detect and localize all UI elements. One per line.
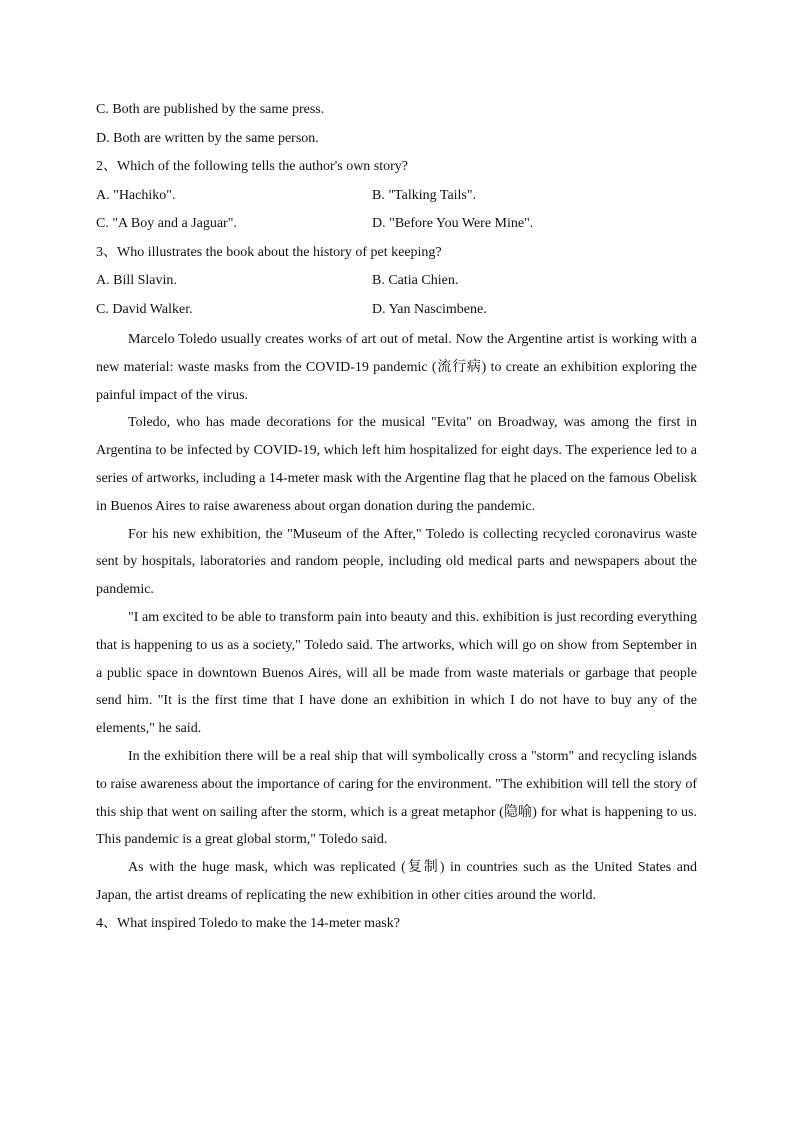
q2-question: 2、Which of the following tells the author's own story? (96, 159, 409, 174)
q3-question: 3、Who illustrates the book about the history of pet keeping? (96, 244, 442, 260)
document-page (96, 96, 697, 938)
q3-options-row-2 (96, 296, 697, 325)
q4-question: 4、What inspired Toledo to make the 14-meter mask? (96, 915, 400, 931)
q2-option-a: A. "Hachiko". (96, 187, 176, 203)
q3-option-d: D. Yan Nascimbene. (372, 301, 487, 317)
q1-option-d: D. Both are written by the same person. (96, 130, 319, 146)
passage-paragraph-5: In the exhibition there will be a real ship that will symbolically cross a "storm" and recycling islands to raise awareness about the importance of caring for the environment. "The exhibition will tell the story of this ship that went on sailing after the storm, which is a great metaphor (隐喻) for what is happening to us. This pandemic is a great global storm," Toledo said. (96, 748, 697, 848)
passage-paragraph-3: For his new exhibition, the "Museum of the After," Toledo is collecting recycled coronavirus waste sent by hospitals, laboratories and random people, including old medical parts and newspapers about the pandemic. (96, 526, 697, 598)
passage-paragraph-4: "I am excited to be able to transform pain into beauty and this. exhibition is just recording everything that is happening to us as a society," Toledo said. The artworks, which will go on show from September in a public space in downtown Buenos Aires, will all be made from waste materials or garbage that people send him. "It is the first time that I have done an exhibition in which I do not have to buy any of the elements," he said. (96, 609, 697, 737)
q2-options-row-2 (96, 210, 697, 239)
passage-paragraph-2: Toledo, who has made decorations for the musical "Evita" on Broadway, was among the first in Argentina to be infected by COVID-19, which left him hospitalized for eight days. The experience led to a series of artworks, including a 14-meter mask with the Argentine flag that he placed on the famous Obelisk in Buenos Aires to raise awareness about organ donation during the pandemic. (96, 415, 697, 514)
q2-options-row-1 (96, 182, 697, 211)
q2-option-c: C. "A Boy and a Jaguar". (96, 216, 237, 231)
q2-option-b: B. "Talking Tails". (372, 187, 477, 203)
passage-paragraph-1: Marcelo Toledo usually creates works of art out of metal. Now the Argentine artist is working with a new material: waste masks from the COVID-19 pandemic (流行病) to create an exhibition exploring the painful impact of the virus. (96, 332, 697, 403)
q3-option-b: B. Catia Chien. (372, 273, 459, 288)
passage-paragraph-6: As with the huge mask, which was replicated (复制) in countries such as the United States and Japan, the artist dreams of replicating the new exhibition in other cities around the world. (96, 860, 697, 903)
q3-options-row-1 (96, 267, 697, 296)
q1-option-c: C. Both are published by the same press. (96, 102, 325, 117)
q3-option-c: C. David Walker. (96, 301, 193, 317)
q2-option-d: D. "Before You Were Mine". (372, 216, 534, 231)
q3-option-a: A. Bill Slavin. (96, 273, 177, 288)
